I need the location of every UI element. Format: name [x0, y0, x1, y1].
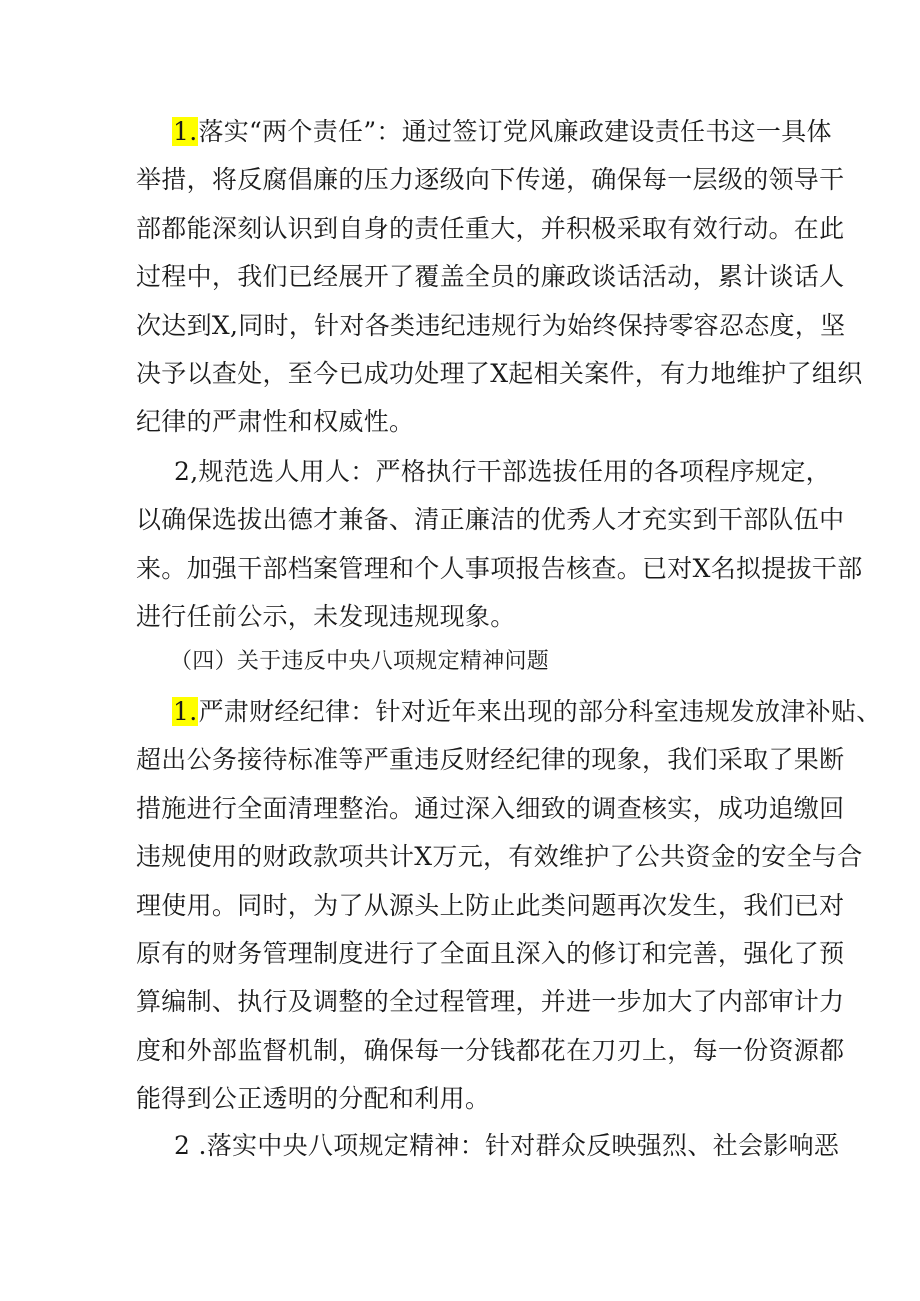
- paragraph-line: 算编制、执行及调整的全过程管理，并进一步加大了内部审计力: [136, 987, 845, 1017]
- paragraph-eight-rules: [136, 1122, 840, 1170]
- highlighted-number: 1.: [173, 697, 198, 726]
- paragraph-line: 举措，将反腐倡廉的压力逐级向下传递，确保每一层级的领导干: [136, 165, 845, 195]
- paragraph-line: 2,规范选人用人：严格执行干部选拔任用的各项程序规定，: [174, 457, 831, 486]
- paragraph-personnel: [136, 448, 863, 642]
- paragraph-line: 决予以查处，至今已成功处理了X起相关案件，有力地维护了组织: [136, 359, 863, 389]
- highlighted-number: 1.: [173, 117, 198, 146]
- paragraph-responsibility: [136, 108, 863, 447]
- paragraph-line: 1.严肃财经纪律：针对近年来出现的部分科室违规发放津补贴、: [173, 697, 882, 726]
- paragraph-line: 纪律的严肃性和权威性。: [136, 407, 415, 437]
- paragraph-line: 超出公务接待标准等严重违反财经纪律的现象，我们采取了果断: [136, 745, 845, 775]
- paragraph-line: 措施进行全面清理整治。通过深入细致的调查核实，成功追缴回: [136, 793, 845, 823]
- paragraph-line: 2 .落实中央八项规定精神：针对群众反映强烈、社会影响恶: [174, 1131, 840, 1160]
- paragraph-line: 1.落实“两个责任”：通过签订党风廉政建设责任书这一具体: [173, 117, 832, 146]
- paragraph-line: 度和外部监督机制，确保每一分钱都花在刀刃上，每一份资源都: [136, 1035, 845, 1065]
- paragraph-line: 来。加强干部档案管理和个人事项报告核查。已对X名拟提拔干部: [136, 553, 863, 583]
- paragraph-line: 原有的财务管理制度进行了全面且深入的修订和完善，强化了预: [136, 939, 845, 969]
- paragraph-line: 理使用。同时，为了从源头上防止此类问题再次发生，我们已对: [136, 890, 845, 920]
- paragraph-finance: [136, 688, 882, 1124]
- paragraph-line: 过程中，我们已经展开了覆盖全员的廉政谈话活动，累计谈话人: [136, 262, 845, 292]
- paragraph-line: 能得到公正透明的分配和利用。: [136, 1084, 491, 1114]
- paragraph-line: 次达到X,同时，针对各类违纪违规行为始终保持零容忍态度，坚: [136, 310, 846, 340]
- paragraph-line: 进行任前公示，未发现违规现象。: [136, 602, 516, 632]
- section-heading: （四）关于违反中央八项规定精神问题: [170, 649, 550, 674]
- paragraph-line: 以确保选拔出德才兼备、清正廉洁的优秀人才充实到干部队伍中: [136, 505, 845, 535]
- paragraph-line: 违规使用的财政款项共计X万元，有效维护了公共资金的安全与合: [136, 842, 863, 872]
- paragraph-line: 部都能深刻认识到自身的责任重大，并积极采取有效行动。在此: [136, 213, 845, 243]
